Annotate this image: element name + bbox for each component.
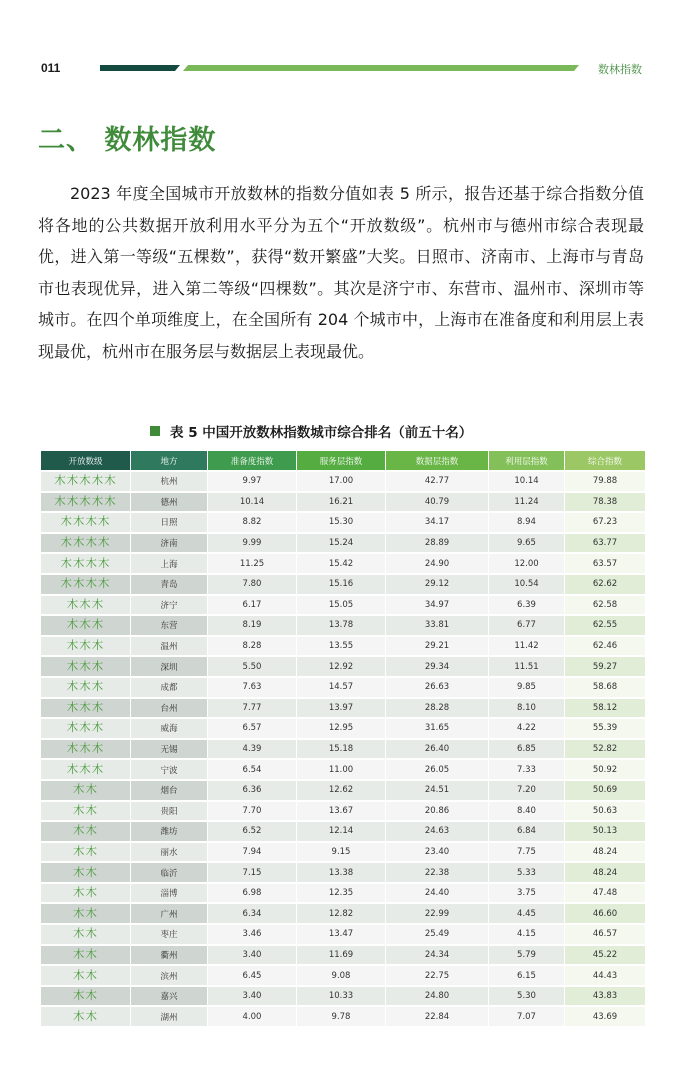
- table-row: [41, 554, 645, 573]
- prep-cell: 4.00: [208, 1007, 296, 1026]
- table-row: [41, 760, 645, 779]
- ranking-table: [40, 449, 646, 1028]
- use-cell: 7.33: [489, 760, 564, 779]
- city-cell: 无锡: [131, 740, 207, 759]
- level-cell: [41, 534, 130, 553]
- level-cell: [41, 513, 130, 532]
- service-cell: 13.67: [297, 802, 385, 821]
- prep-cell: 6.54: [208, 760, 296, 779]
- total-cell: 46.57: [565, 925, 645, 944]
- total-cell: 55.39: [565, 719, 645, 738]
- total-cell: 43.69: [565, 1007, 645, 1026]
- data-cell: 22.38: [386, 863, 488, 882]
- city-cell: 济宁: [131, 596, 207, 615]
- service-cell: 12.95: [297, 719, 385, 738]
- service-cell: 12.14: [297, 822, 385, 841]
- table-caption-text: 表 5 中国开放数林指数城市综合排名（前五十名）: [170, 425, 473, 441]
- city-cell: 枣庄: [131, 925, 207, 944]
- data-cell: 31.65: [386, 719, 488, 738]
- service-cell: 15.18: [297, 740, 385, 759]
- section-title: 二、 数林指数: [38, 125, 217, 156]
- prep-cell: 4.39: [208, 740, 296, 759]
- use-cell: 3.75: [489, 884, 564, 903]
- use-cell: 6.15: [489, 966, 564, 985]
- prep-cell: 6.45: [208, 966, 296, 985]
- city-cell: 德州: [131, 493, 207, 512]
- city-cell: 杭州: [131, 472, 207, 491]
- city-cell: 临沂: [131, 863, 207, 882]
- city-cell: 烟台: [131, 781, 207, 800]
- level-cell: [41, 1007, 130, 1026]
- service-cell: 13.47: [297, 925, 385, 944]
- service-cell: 12.62: [297, 781, 385, 800]
- city-cell: 台州: [131, 699, 207, 718]
- table-row: [41, 493, 645, 512]
- level-cell: [41, 822, 130, 841]
- prep-cell: 3.46: [208, 925, 296, 944]
- table-row: [41, 637, 645, 656]
- total-cell: 48.24: [565, 843, 645, 862]
- table-row: [41, 534, 645, 553]
- table-row: [41, 678, 645, 697]
- tree-rating-icon: 木木木: [66, 699, 105, 714]
- service-cell: 13.55: [297, 637, 385, 656]
- data-cell: 28.28: [386, 699, 488, 718]
- total-cell: 45.22: [565, 946, 645, 965]
- use-cell: 4.22: [489, 719, 564, 738]
- total-cell: 67.23: [565, 513, 645, 532]
- use-cell: 11.42: [489, 637, 564, 656]
- level-cell: [41, 493, 130, 512]
- data-cell: 29.12: [386, 575, 488, 594]
- prep-cell: 6.98: [208, 884, 296, 903]
- total-cell: 50.13: [565, 822, 645, 841]
- prep-cell: 11.25: [208, 554, 296, 573]
- total-cell: 79.88: [565, 472, 645, 491]
- prep-cell: 9.97: [208, 472, 296, 491]
- total-cell: 63.77: [565, 534, 645, 553]
- total-cell: 52.82: [565, 740, 645, 759]
- service-cell: 15.42: [297, 554, 385, 573]
- total-cell: 59.27: [565, 657, 645, 676]
- city-cell: 温州: [131, 637, 207, 656]
- use-cell: 6.84: [489, 822, 564, 841]
- city-cell: 日照: [131, 513, 207, 532]
- total-cell: 43.83: [565, 987, 645, 1006]
- level-cell: [41, 740, 130, 759]
- table-row: [41, 925, 645, 944]
- total-cell: 62.46: [565, 637, 645, 656]
- city-cell: 衢州: [131, 946, 207, 965]
- prep-cell: 8.82: [208, 513, 296, 532]
- city-cell: 广州: [131, 904, 207, 923]
- header-prep: 准备度指数: [208, 451, 296, 470]
- total-cell: 44.43: [565, 966, 645, 985]
- level-cell: [41, 678, 130, 697]
- table-row: [41, 884, 645, 903]
- level-cell: [41, 863, 130, 882]
- header-data: 数据层指数: [386, 451, 488, 470]
- data-cell: 42.77: [386, 472, 488, 491]
- table-row: [41, 802, 645, 821]
- tree-rating-icon: 木木: [73, 988, 98, 1003]
- header-service: 服务层指数: [297, 451, 385, 470]
- level-cell: [41, 884, 130, 903]
- prep-cell: 7.80: [208, 575, 296, 594]
- level-cell: [41, 472, 130, 491]
- table-row: [41, 904, 645, 923]
- prep-cell: 7.94: [208, 843, 296, 862]
- header-level: 开放数级: [41, 451, 130, 470]
- tree-rating-icon: 木木木: [66, 741, 105, 756]
- header-total: 综合指数: [565, 451, 645, 470]
- tree-rating-icon: 木木木: [66, 658, 105, 673]
- use-cell: 11.24: [489, 493, 564, 512]
- use-cell: 9.65: [489, 534, 564, 553]
- total-cell: 47.48: [565, 884, 645, 903]
- tree-rating-icon: 木木木: [66, 596, 105, 611]
- data-cell: 24.80: [386, 987, 488, 1006]
- service-cell: 9.15: [297, 843, 385, 862]
- level-cell: [41, 719, 130, 738]
- header-use: 利用层指数: [489, 451, 564, 470]
- level-cell: [41, 657, 130, 676]
- city-cell: 东营: [131, 616, 207, 635]
- city-cell: 嘉兴: [131, 987, 207, 1006]
- table-row: [41, 843, 645, 862]
- ranking-table-container: [41, 451, 639, 1026]
- data-cell: 24.63: [386, 822, 488, 841]
- table-row: [41, 1007, 645, 1026]
- city-cell: 潍坊: [131, 822, 207, 841]
- service-cell: 15.30: [297, 513, 385, 532]
- level-cell: [41, 925, 130, 944]
- service-cell: 13.97: [297, 699, 385, 718]
- city-cell: 济南: [131, 534, 207, 553]
- table-row: [41, 657, 645, 676]
- table-row: [41, 699, 645, 718]
- level-cell: [41, 699, 130, 718]
- prep-cell: 10.14: [208, 493, 296, 512]
- level-cell: [41, 616, 130, 635]
- use-cell: 12.00: [489, 554, 564, 573]
- prep-cell: 8.28: [208, 637, 296, 656]
- city-cell: 青岛: [131, 575, 207, 594]
- service-cell: 12.35: [297, 884, 385, 903]
- header-bar-dark: [100, 65, 180, 71]
- level-cell: [41, 802, 130, 821]
- data-cell: 26.40: [386, 740, 488, 759]
- city-cell: 宁波: [131, 760, 207, 779]
- level-cell: [41, 596, 130, 615]
- level-cell: [41, 575, 130, 594]
- service-cell: 13.78: [297, 616, 385, 635]
- use-cell: 7.75: [489, 843, 564, 862]
- tree-rating-icon: 木木木: [66, 720, 105, 735]
- tree-rating-icon: 木木木: [66, 617, 105, 632]
- table-row: [41, 987, 645, 1006]
- level-cell: [41, 946, 130, 965]
- level-cell: [41, 760, 130, 779]
- tree-rating-icon: 木木木: [66, 679, 105, 694]
- prep-cell: 3.40: [208, 946, 296, 965]
- header-city: 地方: [131, 451, 207, 470]
- table-row: [41, 616, 645, 635]
- service-cell: 14.57: [297, 678, 385, 697]
- data-cell: 24.90: [386, 554, 488, 573]
- header-bar-green: [183, 65, 579, 71]
- prep-cell: 7.63: [208, 678, 296, 697]
- service-cell: 11.00: [297, 760, 385, 779]
- city-cell: 贵阳: [131, 802, 207, 821]
- tree-rating-icon: 木木: [73, 885, 98, 900]
- prep-cell: 7.15: [208, 863, 296, 882]
- data-cell: 23.40: [386, 843, 488, 862]
- tree-rating-icon: 木木: [73, 967, 98, 982]
- city-cell: 成都: [131, 678, 207, 697]
- prep-cell: 7.70: [208, 802, 296, 821]
- service-cell: 13.38: [297, 863, 385, 882]
- tree-rating-icon: 木木: [73, 802, 98, 817]
- tree-rating-icon: 木木木: [66, 638, 105, 653]
- total-cell: 58.12: [565, 699, 645, 718]
- table-row: [41, 822, 645, 841]
- data-cell: 22.75: [386, 966, 488, 985]
- city-cell: 上海: [131, 554, 207, 573]
- data-cell: 20.86: [386, 802, 488, 821]
- table-row: [41, 740, 645, 759]
- tree-rating-icon: 木木木木: [60, 555, 111, 570]
- total-cell: 50.69: [565, 781, 645, 800]
- total-cell: 62.62: [565, 575, 645, 594]
- service-cell: 15.05: [297, 596, 385, 615]
- data-cell: 22.84: [386, 1007, 488, 1026]
- prep-cell: 6.57: [208, 719, 296, 738]
- prep-cell: 6.34: [208, 904, 296, 923]
- service-cell: 17.00: [297, 472, 385, 491]
- data-cell: 24.51: [386, 781, 488, 800]
- prep-cell: 6.17: [208, 596, 296, 615]
- use-cell: 10.54: [489, 575, 564, 594]
- use-cell: 6.39: [489, 596, 564, 615]
- total-cell: 48.24: [565, 863, 645, 882]
- total-cell: 50.63: [565, 802, 645, 821]
- header-title: 数林指数: [598, 63, 642, 76]
- level-cell: [41, 987, 130, 1006]
- use-cell: 7.20: [489, 781, 564, 800]
- city-cell: 深圳: [131, 657, 207, 676]
- service-cell: 12.92: [297, 657, 385, 676]
- data-cell: 25.49: [386, 925, 488, 944]
- prep-cell: 7.77: [208, 699, 296, 718]
- level-cell: [41, 781, 130, 800]
- table-header-row: [41, 451, 645, 470]
- use-cell: 8.10: [489, 699, 564, 718]
- use-cell: 8.40: [489, 802, 564, 821]
- service-cell: 11.69: [297, 946, 385, 965]
- use-cell: 10.14: [489, 472, 564, 491]
- tree-rating-icon: 木木: [73, 946, 98, 961]
- page-number: 011: [41, 61, 61, 75]
- tree-rating-icon: 木木: [73, 926, 98, 941]
- prep-cell: 3.40: [208, 987, 296, 1006]
- data-cell: 26.63: [386, 678, 488, 697]
- use-cell: 11.51: [489, 657, 564, 676]
- use-cell: 4.15: [489, 925, 564, 944]
- data-cell: 24.40: [386, 884, 488, 903]
- use-cell: 6.85: [489, 740, 564, 759]
- data-cell: 26.05: [386, 760, 488, 779]
- data-cell: 24.34: [386, 946, 488, 965]
- tree-rating-icon: 木木木木木: [54, 493, 117, 508]
- table-row: [41, 575, 645, 594]
- data-cell: 40.79: [386, 493, 488, 512]
- service-cell: 12.82: [297, 904, 385, 923]
- table-row: [41, 966, 645, 985]
- city-cell: 湖州: [131, 1007, 207, 1026]
- use-cell: 4.45: [489, 904, 564, 923]
- total-cell: 63.57: [565, 554, 645, 573]
- tree-rating-icon: 木木木木木: [54, 473, 117, 488]
- tree-rating-icon: 木木: [73, 905, 98, 920]
- use-cell: 5.30: [489, 987, 564, 1006]
- data-cell: 29.34: [386, 657, 488, 676]
- service-cell: 15.16: [297, 575, 385, 594]
- table-body: [41, 472, 645, 1026]
- tree-rating-icon: 木木木木: [60, 514, 111, 529]
- total-cell: 62.55: [565, 616, 645, 635]
- city-cell: 威海: [131, 719, 207, 738]
- tree-rating-icon: 木木木木: [60, 535, 111, 550]
- total-cell: 58.68: [565, 678, 645, 697]
- body-paragraph: 2023 年度全国城市开放数林的指数分值如表 5 所示，报告还基于综合指数分值将各地的公共数据开放利用水平分为五个“开放数级”。杭州市与德州市综合表现最优，进入第一等级“五棵数”，获得“数开繁盛”大奖。日照市、济南市、上海市与青岛市也表现优异，进入第二等级“四棵数”。其次是济宁市、东营市、温州市、深圳市等城市。在四个单项维度上，在全国所有 204 个城市中，上海市在准备度和利用层上表现最优，杭州市在服务层与数据层上表现最优。: [38, 184, 644, 361]
- data-cell: 28.89: [386, 534, 488, 553]
- total-cell: 62.58: [565, 596, 645, 615]
- use-cell: 8.94: [489, 513, 564, 532]
- prep-cell: 8.19: [208, 616, 296, 635]
- table-row: [41, 513, 645, 532]
- city-cell: 滨州: [131, 966, 207, 985]
- data-cell: 34.97: [386, 596, 488, 615]
- level-cell: [41, 637, 130, 656]
- table-caption: [150, 421, 472, 441]
- tree-rating-icon: 木木木: [66, 761, 105, 776]
- prep-cell: 6.36: [208, 781, 296, 800]
- service-cell: 16.21: [297, 493, 385, 512]
- table-row: [41, 863, 645, 882]
- level-cell: [41, 966, 130, 985]
- table-row: [41, 946, 645, 965]
- table-row: [41, 472, 645, 491]
- service-cell: 15.24: [297, 534, 385, 553]
- data-cell: 29.21: [386, 637, 488, 656]
- city-cell: 丽水: [131, 843, 207, 862]
- use-cell: 5.33: [489, 863, 564, 882]
- tree-rating-icon: 木木: [73, 843, 98, 858]
- prep-cell: 5.50: [208, 657, 296, 676]
- data-cell: 34.17: [386, 513, 488, 532]
- level-cell: [41, 843, 130, 862]
- caption-square-icon: [150, 426, 160, 436]
- data-cell: 33.81: [386, 616, 488, 635]
- city-cell: 淄博: [131, 884, 207, 903]
- level-cell: [41, 554, 130, 573]
- table-row: [41, 719, 645, 738]
- prep-cell: 6.52: [208, 822, 296, 841]
- table-row: [41, 596, 645, 615]
- tree-rating-icon: 木木: [73, 823, 98, 838]
- table-row: [41, 781, 645, 800]
- service-cell: 9.08: [297, 966, 385, 985]
- use-cell: 5.79: [489, 946, 564, 965]
- total-cell: 46.60: [565, 904, 645, 923]
- tree-rating-icon: 木木木木: [60, 576, 111, 591]
- prep-cell: 9.99: [208, 534, 296, 553]
- use-cell: 6.77: [489, 616, 564, 635]
- use-cell: 9.85: [489, 678, 564, 697]
- service-cell: 9.78: [297, 1007, 385, 1026]
- level-cell: [41, 904, 130, 923]
- data-cell: 22.99: [386, 904, 488, 923]
- total-cell: 50.92: [565, 760, 645, 779]
- use-cell: 7.07: [489, 1007, 564, 1026]
- tree-rating-icon: 木木: [73, 782, 98, 797]
- total-cell: 78.38: [565, 493, 645, 512]
- tree-rating-icon: 木木: [73, 864, 98, 879]
- service-cell: 10.33: [297, 987, 385, 1006]
- tree-rating-icon: 木木: [73, 1008, 98, 1023]
